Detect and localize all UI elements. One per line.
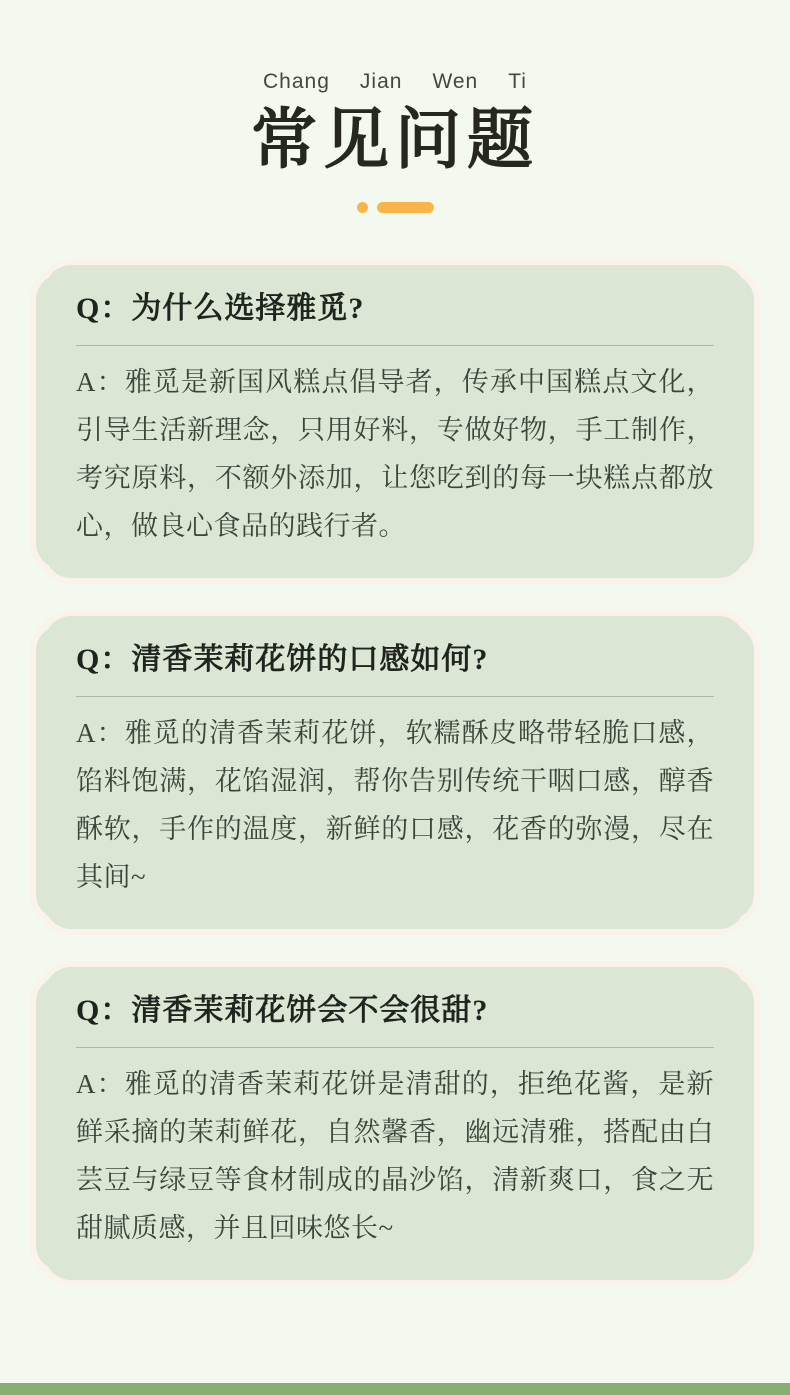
divider xyxy=(76,1047,714,1048)
question-label: Q： xyxy=(76,292,132,325)
pinyin-word: Chang xyxy=(263,70,330,93)
answer-label: A： xyxy=(76,718,125,748)
faq-question xyxy=(76,991,714,1031)
answer-label: A： xyxy=(76,367,125,397)
question-text: 清香茉莉花饼的口感如何? xyxy=(131,643,489,676)
card-content xyxy=(30,610,760,935)
question-label: Q： xyxy=(76,994,132,1027)
faq-answer xyxy=(76,709,714,901)
card-content xyxy=(30,259,760,584)
question-text: 清香茉莉花饼会不会很甜? xyxy=(131,994,489,1027)
faq-answer xyxy=(76,358,714,550)
faq-question xyxy=(76,289,714,329)
footer-green-strip xyxy=(0,1383,790,1395)
faq-card-list xyxy=(30,259,760,1286)
page-title: 常见问题 xyxy=(251,104,539,177)
faq-question xyxy=(76,640,714,680)
answer-text: 雅觅的清香茉莉花饼是清甜的，拒绝花酱，是新鲜采摘的茉莉鲜花，自然馨香，幽远清雅，搭配由白芸豆与绿豆等食材制成的晶沙馅，清新爽口，食之无甜腻质感，并且回味悠长~ xyxy=(76,1069,715,1243)
pinyin-subtitle xyxy=(0,70,790,94)
pinyin-word: Jian xyxy=(359,70,403,93)
pinyin-word: Ti xyxy=(508,70,527,93)
accent-bar-icon xyxy=(377,202,434,213)
title-ornament xyxy=(0,202,790,213)
faq-card-3 xyxy=(30,961,760,1286)
answer-label: A： xyxy=(76,1069,125,1099)
answer-text: 雅觅是新国风糕点倡导者，传承中国糕点文化，引导生活新理念，只用好料，专做好物，手工制作，考究原料，不额外添加，让您吃到的每一块糕点都放心，做良心食品的践行者。 xyxy=(76,367,715,541)
faq-card-2 xyxy=(30,610,760,935)
question-label: Q： xyxy=(76,643,132,676)
card-content xyxy=(30,961,760,1286)
accent-dot-icon xyxy=(357,202,368,213)
faq-header xyxy=(0,0,790,213)
pinyin-word: Wen xyxy=(432,70,479,93)
divider xyxy=(76,696,714,697)
answer-text: 雅觅的清香茉莉花饼，软糯酥皮略带轻脆口感，馅料饱满，花馅湿润，帮你告别传统干咽口感，醇香酥软，手作的温度，新鲜的口感，花香的弥漫，尽在其间~ xyxy=(76,718,715,892)
question-text: 为什么选择雅觅? xyxy=(131,292,365,325)
faq-card-1 xyxy=(30,259,760,584)
divider xyxy=(76,345,714,346)
faq-answer xyxy=(76,1060,714,1252)
